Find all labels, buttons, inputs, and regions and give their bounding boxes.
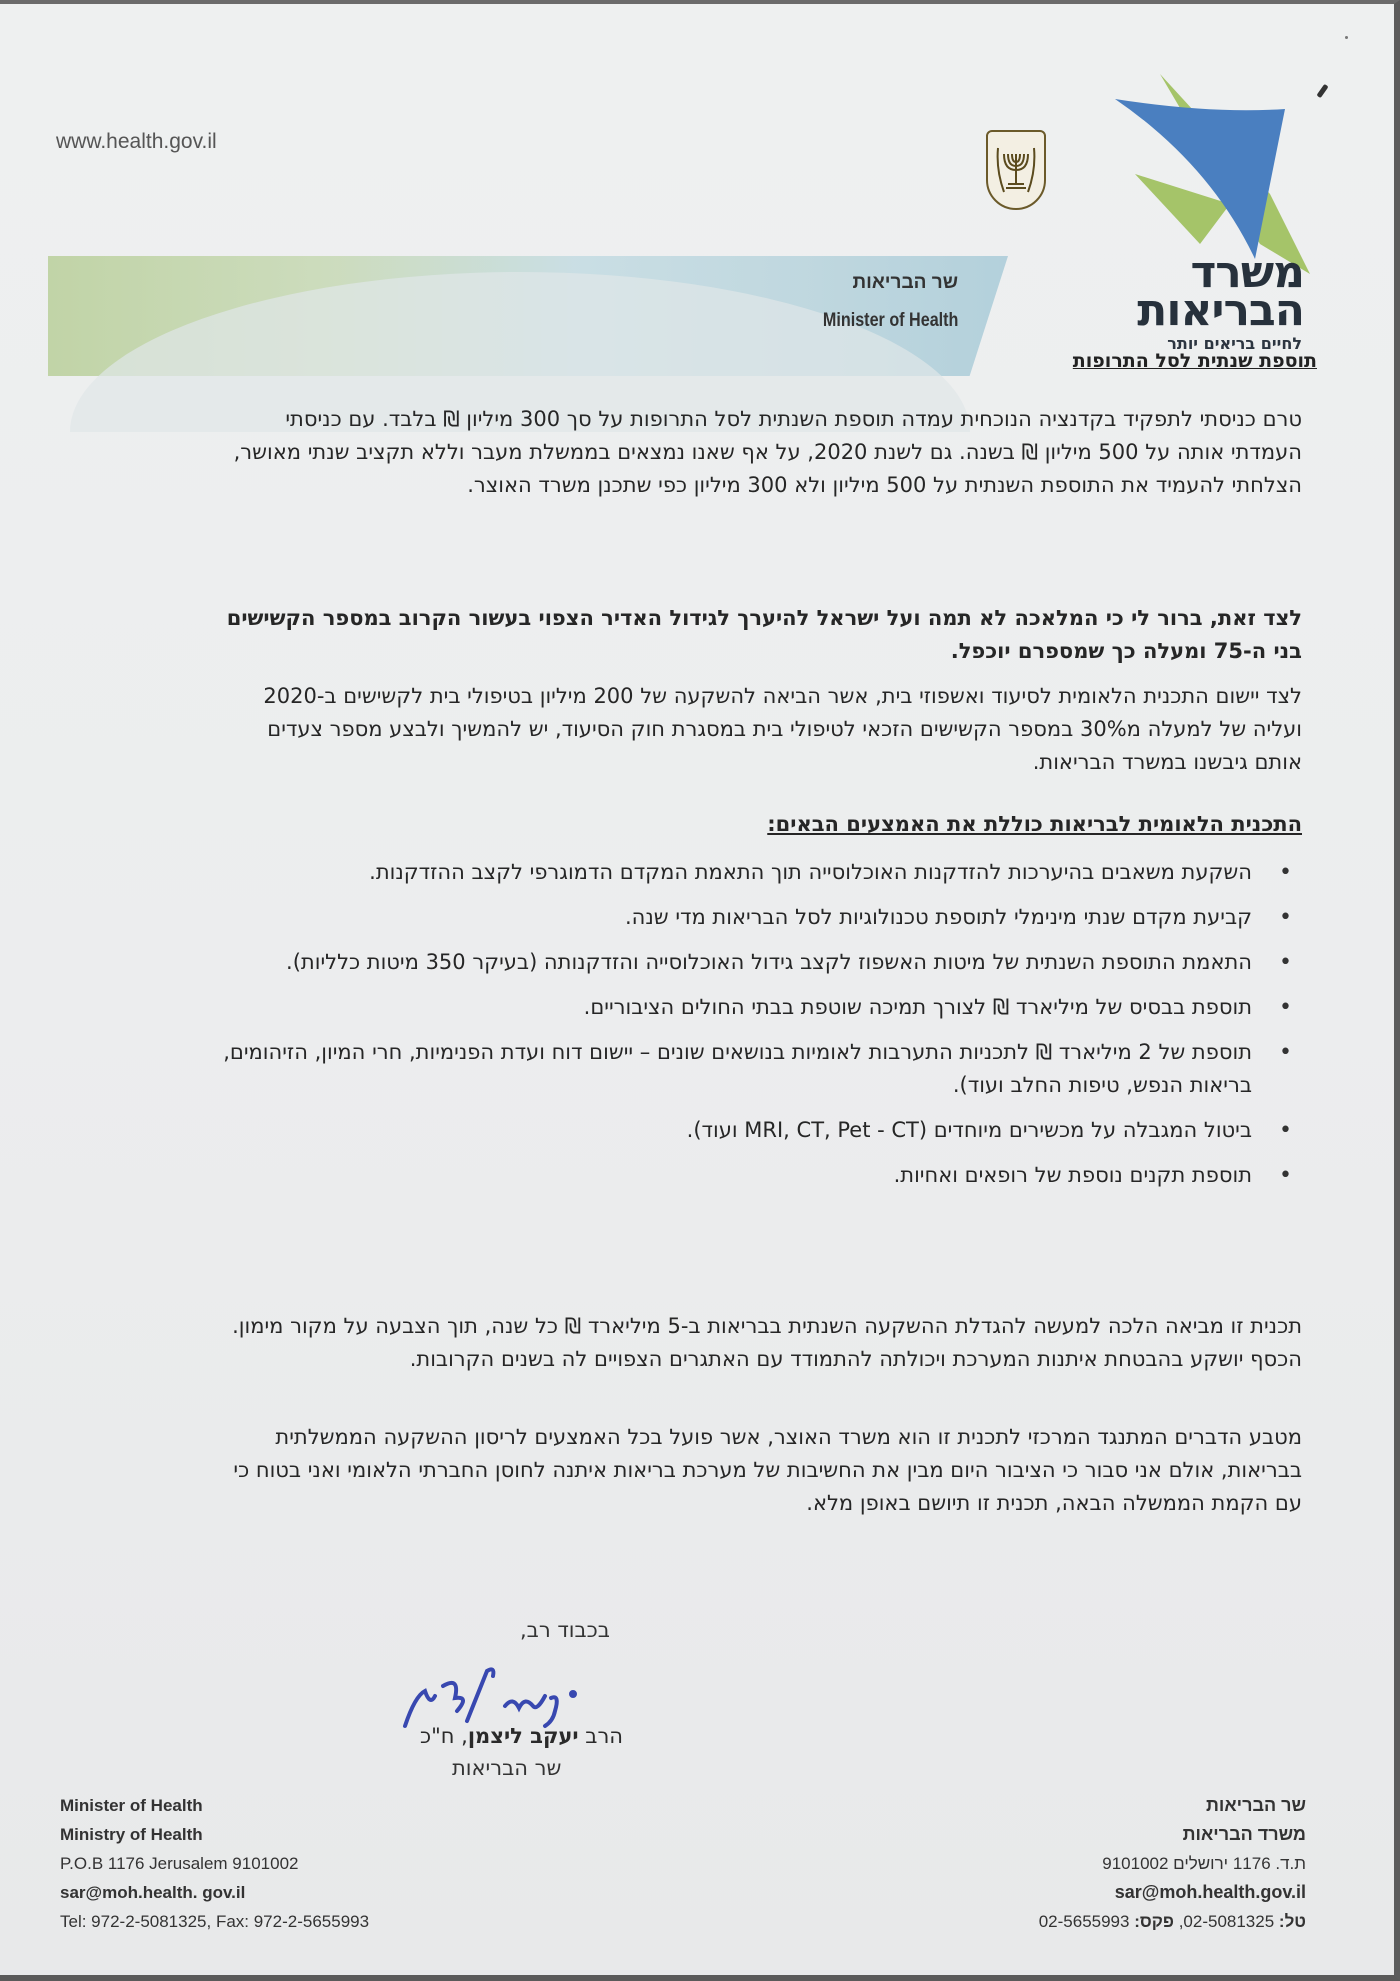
logo-tagline: לחיים בריאים יותר [1167, 334, 1302, 353]
footer-he-email[interactable]: sar@moh.health.gov.il [1114, 1882, 1306, 1902]
list-item: • השקעת משאבים בהיערכות להזדקנות האוכלוסייה תוך התאמת המקדם הדמוגרפי לקצב ההזדקנות. [216, 856, 1302, 889]
paragraph-3: לצד יישום התכנית הלאומית לסיעוד ואשפוזי בית, אשר הביאה להשקעה של 200 מיליון בטיפולי בית לקשישים ב-2020 ועליה של למעלה מ30% במספר הקשישים הזכאי לטיפולי בית במסגרת חוק הסיעוד, יש להמשיך ולבצע מספר צעדים אותם גיבשנו במשרד הבריאות. [263, 684, 1302, 774]
signer-name: הרב יעקב ליצמן, ח"כ [420, 1724, 624, 1748]
list-item: • התאמת התוספת השנתית של מיטות האשפוז לקצב גידול האוכלוסייה והזדקנותה (בעיקר 350 מיטות כלליות). [216, 946, 1302, 979]
footer-en-title: Minister of Health [60, 1796, 203, 1815]
paragraph-5: מטבע הדברים המתנגד המרכזי לתכנית זו הוא משרד האוצר, אשר פועל בכל האמצעים לריסון ההשקעה הממשלתית בבריאות, אולם אני סבור כי הציבור היום מבין את החשיבות של מערכת בריאות איתנה לחוסן החברתי הלאומי ואני בטוח כי עם הקמת הממשלה הבאה, תכנית זו תיושם באופן מלא. [233, 1425, 1302, 1515]
logo-wordmark [1137, 247, 1304, 336]
signer-title: שר הבריאות [452, 1756, 562, 1780]
list-item: • תוספת של 2 מיליארד ₪ לתכניות התערבות לאומיות בנושאים שונים – יישום דוח ועדת הפנימיות, חרי המיון, הזיהומים, בריאות הנפש, טיפות החלב ועוד). [216, 1036, 1302, 1102]
list-item: • תוספת תקנים נוספת של רופאים ואחיות. [216, 1159, 1302, 1192]
paragraph-4: תכנית זו מביאה הלכה למעשה להגדלת ההשקעה השנתית בבריאות ב-5 מיליארד ₪ כל שנה, תוך הצבעה על מקור מימון. הכסף יושקע בהבטחת איתנות המערכת ויכולתה להתמודד עם האתגרים הצפויים לה בשנים הקרובות. [232, 1314, 1302, 1371]
logo-line-2: הבריאות [1137, 285, 1304, 336]
measures-list [216, 856, 1302, 1204]
footer-en-email[interactable]: sar@moh.health. gov.il [60, 1883, 246, 1902]
paragraph-1: טרם כניסתי לתפקיד בקדנציה הנוכחית עמדה תוספת השנתית לסל התרופות על סך 300 מיליון ₪ בלבד. עם כניסתי העמדתי אותה על 500 מיליון ₪ בשנה. גם לשנת 2020, על אף שאנו נמצאים בממשלת מעבר וללא תקציב שנתי מאושר, הצלחתי להעמיד את התוספת השנתית על 500 מיליון ולא 300 מיליון כפי שתכנן משרד האוצר. [233, 407, 1302, 497]
banner-title-english: Minister of Health [822, 310, 958, 331]
footer-he-ministry: משרד הבריאות [1182, 1824, 1306, 1844]
footer-contact-hebrew [1039, 1791, 1306, 1936]
logo-line-1: משרד [1190, 247, 1304, 298]
footer-en-ministry: Ministry of Health [60, 1825, 203, 1844]
footer-en-address: P.O.B 1176 Jerusalem 9101002 [60, 1854, 299, 1873]
state-emblem-menorah-icon [986, 130, 1046, 210]
scan-artifact [1345, 36, 1348, 39]
letter-subject: תוספת שנתית לסל התרופות [1072, 350, 1317, 372]
section-heading: התכנית הלאומית לבריאות כוללת את האמצעים הבאים: [767, 812, 1302, 836]
list-item: • תוספת בבסיס של מיליארד ₪ לצורך תמיכה שוטפת בבתי החולים הציבוריים. [216, 991, 1302, 1024]
paragraph-2-bold: לצד זאת, ברור לי כי המלאכה לא תמה ועל ישראל להיערך לגידול האדיר הצפוי בעשור הקרוב במספר הקשישים בני ה-75 ומעלה כך שמספרם יוכפל. [226, 606, 1302, 663]
list-item: • קביעת מקדם שנתי מינימלי לתוספת טכנולוגיות לסל הבריאות מדי שנה. [216, 901, 1302, 934]
footer-contact-english [60, 1791, 369, 1936]
footer-he-address: ת.ד. 1176 ירושלים 9101002 [1102, 1854, 1306, 1873]
footer-en-phone: Tel: 972-2-5081325, Fax: 972-2-5655993 [60, 1912, 370, 1931]
footer-he-phone: טל: 02-5081325, פקס: 02-5655993 [1038, 1912, 1306, 1931]
list-item: • ביטול המגבלה על מכשירים מיוחדים (MRI, CT, Pet - CT ועוד). [216, 1114, 1302, 1147]
banner-title-hebrew: שר הבריאות [852, 272, 958, 293]
website-url[interactable]: www.health.gov.il [56, 130, 217, 153]
footer-he-title: שר הבריאות [1206, 1795, 1306, 1815]
closing-salutation: בכבוד רב, [520, 1618, 610, 1642]
